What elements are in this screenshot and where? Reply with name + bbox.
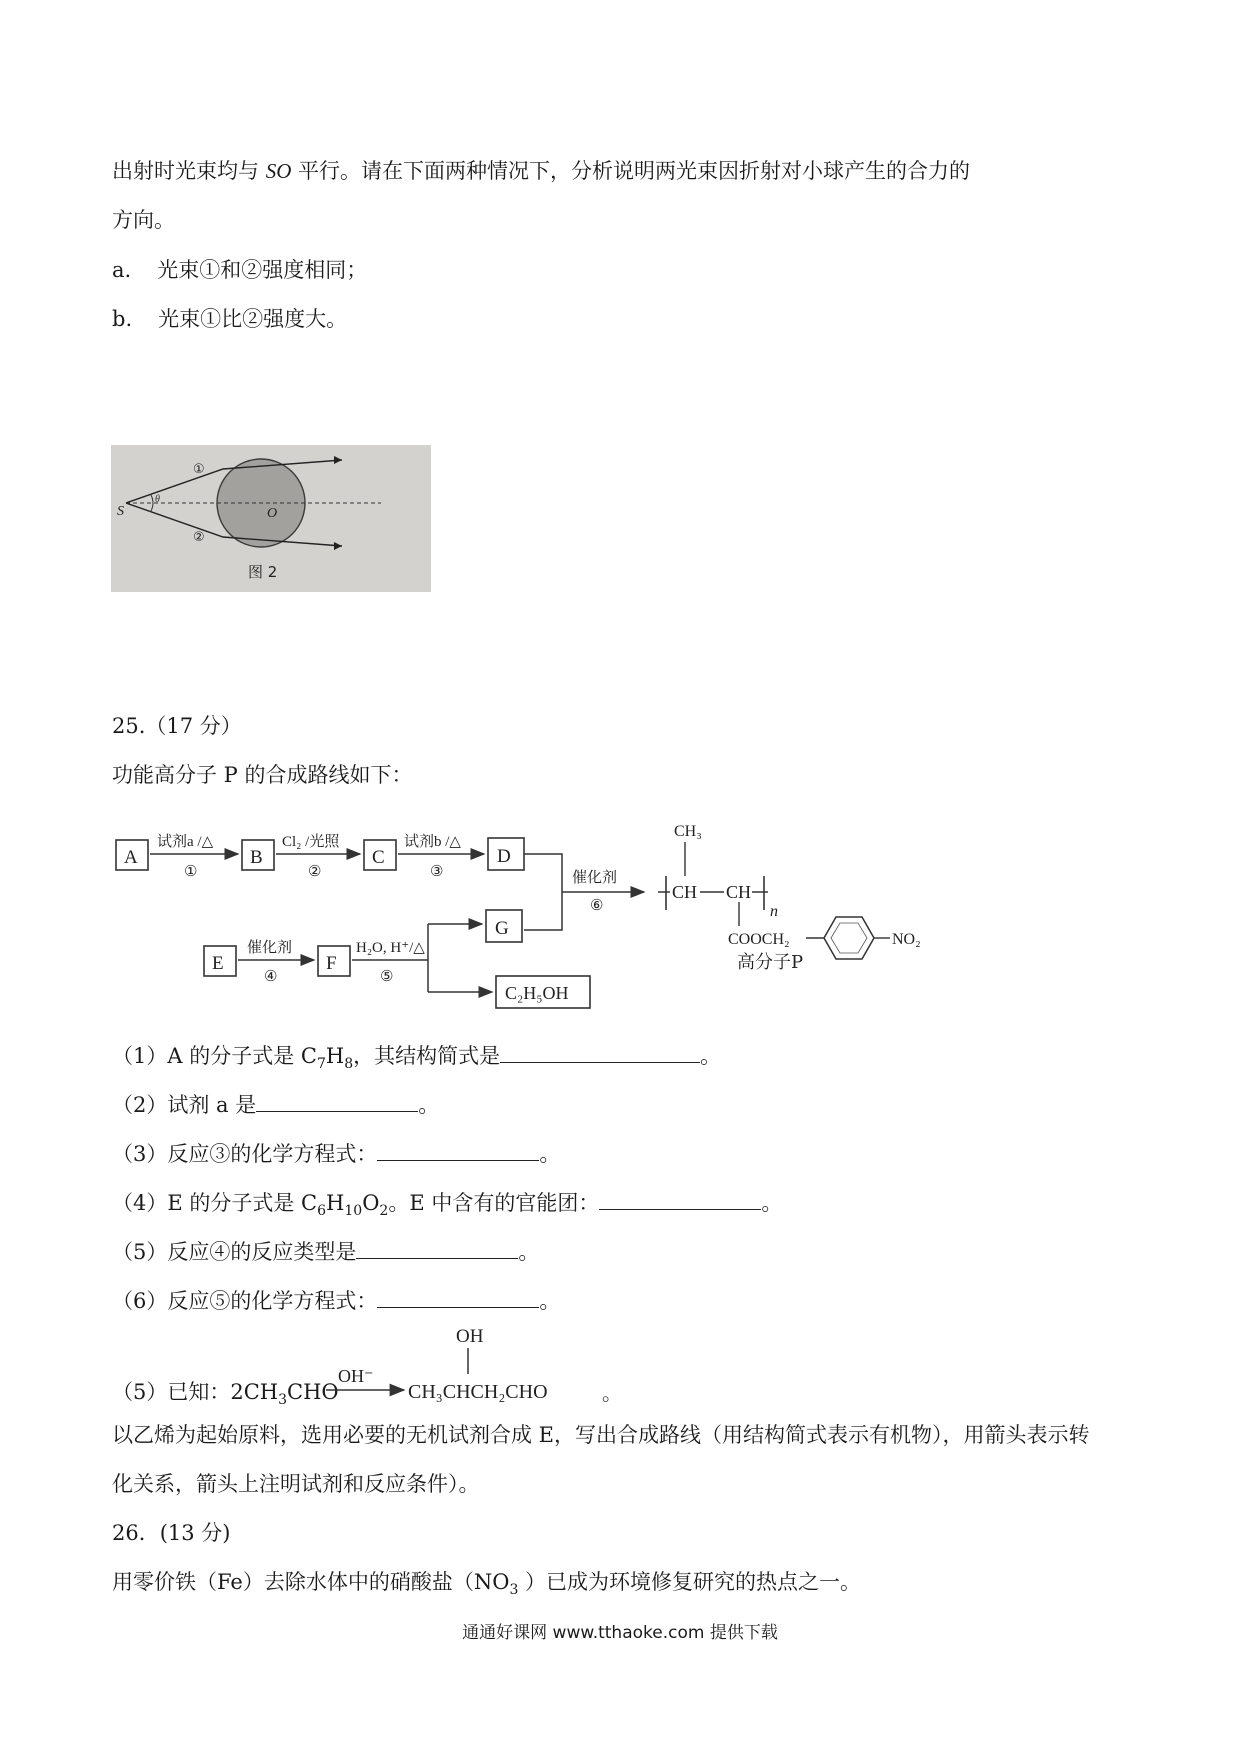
answer-blank-5[interactable] bbox=[356, 1236, 518, 1259]
q26-text: 用零价铁（Fe）去除水体中的硝酸盐（$NO_3$ ）已成为环境修复研究的热点之一。 bbox=[112, 1570, 862, 1599]
box-f bbox=[318, 946, 350, 976]
svg-text:E: E bbox=[212, 953, 224, 974]
arrow-2-num: ② bbox=[308, 864, 322, 880]
beam-2-arrow bbox=[334, 542, 342, 550]
svg-text:G: G bbox=[495, 918, 509, 939]
arrow-2-label: Cl₂ /光照 bbox=[282, 834, 340, 850]
q25-6: （6）反应⑤的化学方程式： 。 bbox=[112, 1285, 560, 1315]
answer-blank-3[interactable] bbox=[377, 1138, 539, 1161]
svg-text:n: n bbox=[770, 903, 778, 920]
arrow-3-num: ③ bbox=[430, 864, 444, 880]
svg-text:CH: CH bbox=[672, 882, 698, 902]
svg-text:CH₃: CH₃ bbox=[674, 823, 702, 840]
q25-known: （5）已知：$2CH_3CHO$ bbox=[112, 1380, 339, 1409]
svg-text:NO₂: NO₂ bbox=[892, 931, 921, 948]
q25-1: （1）A 的分子式是 $C_7H_8$，其结构简式是 。 bbox=[112, 1040, 721, 1078]
merge-bracket bbox=[524, 854, 562, 930]
q25-3: （3）反应③的化学方程式： 。 bbox=[112, 1138, 560, 1168]
q24-line-1: 出射时光束均与 SO 平行。请在下面两种情况下，分析说明两光束因折射对小球产生的合力的 bbox=[112, 159, 971, 183]
known-arrow-label: OH⁻ bbox=[338, 1366, 374, 1386]
synthesis-scheme bbox=[112, 806, 972, 1016]
known-product: CH₃CHCH₂CHO bbox=[408, 1381, 548, 1403]
label-beam-1: ① bbox=[193, 462, 205, 477]
label-s: S bbox=[117, 504, 124, 519]
answer-blank-1[interactable] bbox=[500, 1040, 700, 1063]
q26-heading: 26．(13 分) bbox=[112, 1521, 231, 1545]
q25-intro: 功能高分子 P 的合成路线如下： bbox=[112, 763, 413, 787]
answer-blank-4[interactable] bbox=[599, 1187, 761, 1210]
box-ethanol bbox=[496, 976, 590, 1008]
arrow-1-num: ① bbox=[184, 864, 198, 880]
svg-text:D: D bbox=[497, 846, 511, 867]
polymer-p-structure bbox=[658, 823, 921, 973]
box-g bbox=[486, 910, 522, 942]
arrow-5-num: ⑤ bbox=[380, 969, 394, 985]
svg-text:B: B bbox=[250, 847, 263, 868]
label-o: O bbox=[267, 506, 278, 521]
beam-1-arrow bbox=[334, 456, 342, 464]
arrow-4-num: ④ bbox=[264, 969, 278, 985]
so-symbol: SO bbox=[265, 159, 292, 183]
arrow-3-label: 试剂b /△ bbox=[404, 834, 461, 850]
box-c bbox=[364, 840, 396, 870]
q25-4: （4）E 的分子式是 $C_6H_{10}O_2$。E 中含有的官能团： 。 bbox=[112, 1187, 782, 1225]
svg-text:F: F bbox=[326, 953, 337, 974]
svg-text:CH: CH bbox=[726, 882, 752, 902]
box-b bbox=[242, 840, 274, 870]
q25-synthesis-line-2: 化关系，箭头上注明试剂和反应条件）。 bbox=[112, 1472, 480, 1496]
figure-2-drawing bbox=[111, 445, 431, 592]
q25-5: （5）反应④的反应类型是 。 bbox=[112, 1236, 539, 1266]
polymer-p-name: 高分子P bbox=[737, 952, 804, 973]
answer-blank-2[interactable] bbox=[256, 1089, 418, 1112]
svg-text:C: C bbox=[372, 847, 385, 868]
svg-text:COOCH₂: COOCH₂ bbox=[728, 931, 790, 948]
q24-line-2: 方向。 bbox=[112, 208, 175, 232]
arrow-6-num: ⑥ bbox=[590, 898, 604, 914]
q25-2: （2）试剂 a 是 。 bbox=[112, 1089, 439, 1119]
label-theta: θ bbox=[155, 494, 160, 505]
answer-blank-6[interactable] bbox=[377, 1285, 539, 1308]
box-e bbox=[204, 946, 236, 976]
box-d bbox=[488, 838, 524, 870]
q25-heading: 25.（17 分） bbox=[112, 714, 242, 738]
figure-2-caption: 图 2 bbox=[248, 563, 278, 581]
page-footer: 通通好课网 www.tthaoke.com 提供下载 bbox=[462, 1623, 778, 1643]
box-a bbox=[116, 840, 148, 870]
angle-arc bbox=[151, 495, 153, 511]
label-beam-2: ② bbox=[193, 530, 205, 545]
known-end: 。 bbox=[602, 1383, 622, 1405]
q24-item-a: a. 光束①和②强度相同； bbox=[112, 258, 368, 282]
svg-text:C₂H₅OH: C₂H₅OH bbox=[505, 983, 569, 1003]
arrow-5-label: H₂O, H⁺/△ bbox=[356, 940, 425, 956]
q25-synthesis-line-1: 以乙烯为起始原料，选用必要的无机试剂合成 E，写出合成路线（用结构简式表示有机物），用箭头表示转 bbox=[112, 1423, 1090, 1447]
known-oh-group: OH bbox=[456, 1326, 484, 1347]
svg-text:A: A bbox=[124, 847, 138, 868]
known-reaction bbox=[318, 1318, 622, 1408]
arrow-6-label: 催化剂 bbox=[572, 870, 618, 886]
figure-2 bbox=[111, 445, 431, 592]
q24-item-b: b. 光束①比②强度大。 bbox=[112, 307, 348, 331]
arrow-4-label: 催化剂 bbox=[247, 938, 293, 956]
arrow-1-label: 试剂a /△ bbox=[157, 834, 214, 850]
